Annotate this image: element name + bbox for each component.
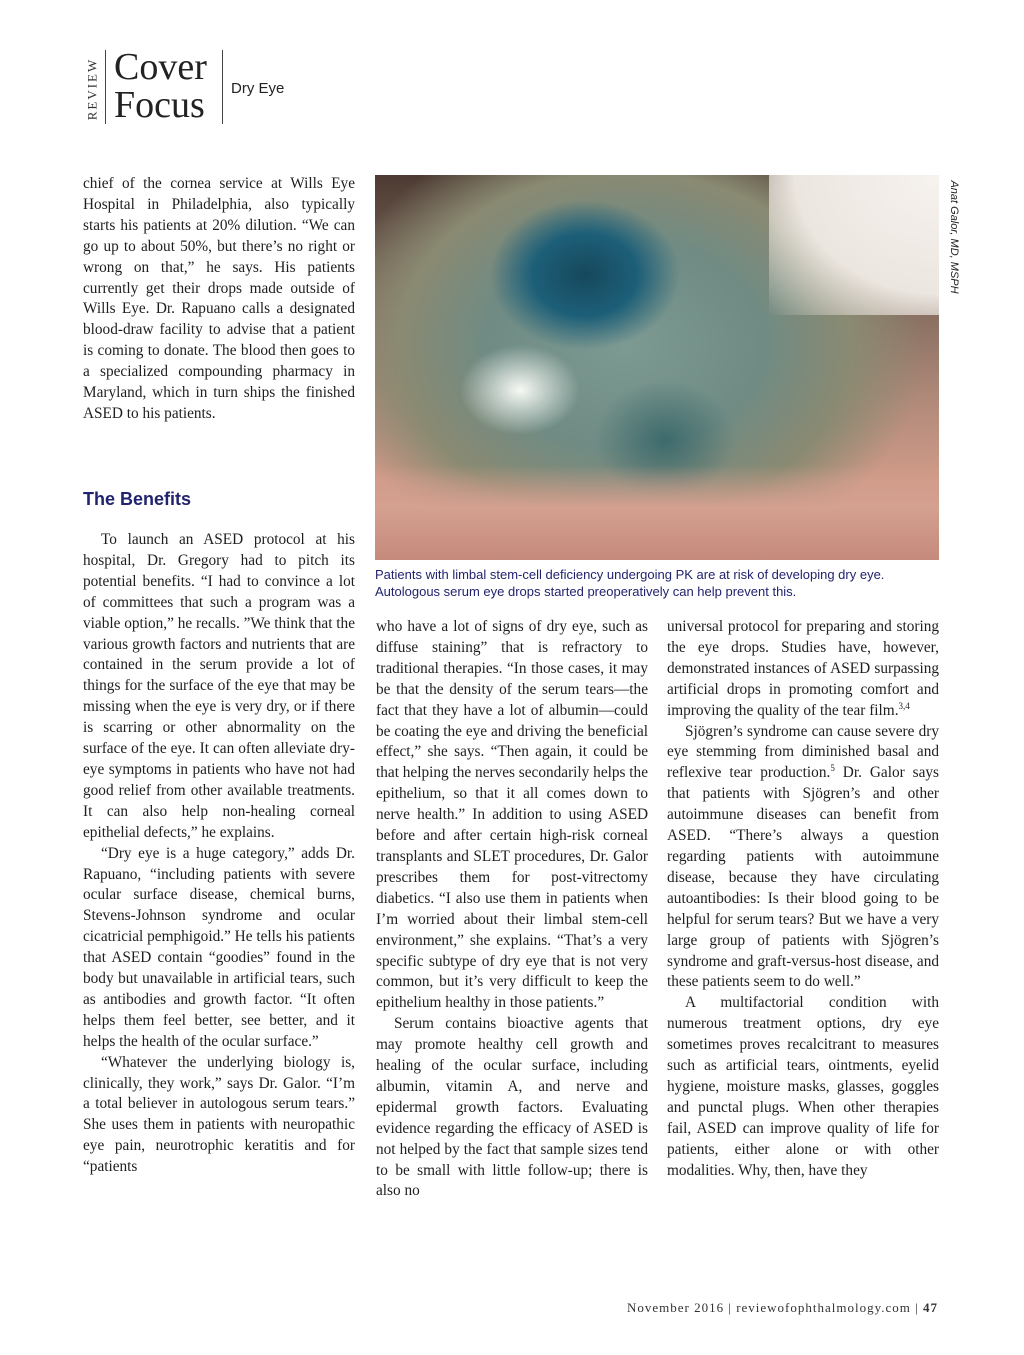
review-vertical-label <box>82 52 102 126</box>
paragraph-text: Dr. Galor says that patients with Sjögren’s and other autoimmune diseases can benefit from ASED. “There’s always a question regarding patients with autoimmune disease, because they have circulating autoantibodies: Is their blood going to be helpful for serum tears? But we have a very large group of patients with Sjögren’s syndrome and graft-versus-host disease, and these patients seem to do well.” <box>667 764 939 991</box>
right-column <box>667 617 939 1181</box>
paragraph-text: Sjögren’s syndrome can cause severe dry eye stemming from diminished basal and reflexive tear production. <box>667 722 939 782</box>
review-label-text: REVIEW <box>84 57 100 121</box>
reference-superscript: 5 <box>830 763 835 774</box>
footer-separator: | <box>724 1300 737 1315</box>
paragraph: who have a lot of signs of dry eye, such as diffuse staining” that is refractory to traditional therapies. “In those cases, it may be that the density of the serum tears—the fact that they have a lot of albumin—could be coating the eye and driving the beneficial effect,” she says. “Then again, it could be that helping the nerves secondarily helps the epithelium, so that it all comes down to nerve health.” In addition to using ASED before and after certain high-risk corneal transplants and SLET procedures, Dr. Galor prescribes them for post-vitrectomy diabetics. “I also use them in patients when I’m worried about their limbal stem-cell environment,” she explains. “That’s a very specific subtype of dry eye that is not very common, but it’s very difficult to keep the epithelium healthy in those patients.” <box>376 618 648 1012</box>
page-number: 47 <box>923 1300 938 1315</box>
header-divider <box>222 50 223 124</box>
paragraph: chief of the cornea service at Wills Eye Hospital in Philadelphia, also typically starts his patients at 20% dilution. “We can go up to about 50%, but there’s no right or wrong on that,” he says. His patients currently get their drops made outside of Wills Eye. Dr. Rapuano calls a designated blood-draw facility to advise that a patient is coming to donate. The blood then goes to a specialized compounding pharmacy in Maryland, which in turn ships the finished ASED to his patients. <box>83 175 355 422</box>
figure-caption: Patients with limbal stem-cell deficiency undergoing PK are at risk of developing dry eye. Autologous serum eye drops started preoperatively can help prevent this. <box>375 567 885 599</box>
photo-eyelid-region <box>375 465 939 560</box>
section-title-focus: Focus <box>114 84 205 126</box>
paragraph <box>667 722 939 994</box>
issue-date: November 2016 <box>626 1300 725 1315</box>
website-link[interactable]: reviewofophthalmology.com <box>736 1300 911 1315</box>
paragraph: A multifactorial condition with numerous treatment options, dry eye sometimes proves recalcitrant to measures such as artificial tears, ointments, eyelid hygiene, moisture masks, glasses, goggles and punctal plugs. When other therapies fail, ASED can improve quality of life for patients, either alone or with other modalities. Why, then, have they <box>667 994 939 1179</box>
section-title-cover: Cover <box>114 46 207 88</box>
topic-label: Dry Eye <box>231 80 285 97</box>
reference-superscript: 3,4 <box>898 700 910 711</box>
paragraph-text: universal protocol for preparing and storing the eye drops. Studies have, however, demonstrated instances of ASED surpassing artificial drops in promoting comfort and improving the quality of the tear film. <box>667 618 939 719</box>
section-heading: The Benefits <box>83 489 192 509</box>
page-footer <box>627 1300 938 1316</box>
photo-credit: Anat Galor, MD, MSPH <box>948 180 960 294</box>
eye-photograph <box>375 175 939 560</box>
left-column-top <box>83 174 355 425</box>
paragraph: “Whatever the underlying biology is, clinically, they work,” says Dr. Galor. “I’m a total believer in autologous serum tears.” She uses them in patients with neuropathic eye pain, neurotrophic keratitis and for “patients <box>83 1053 355 1176</box>
middle-column <box>376 617 648 1202</box>
paragraph <box>667 617 939 722</box>
photo-sclera-region <box>769 175 939 315</box>
header-divider <box>105 50 106 124</box>
left-column-body <box>83 530 355 1178</box>
footer-separator: | <box>910 1300 923 1315</box>
paragraph: “Dry eye is a huge category,” adds Dr. Rapuano, “including patients with severe ocular surface disease, chemical burns, Stevens-Johnson syndrome and ocular cicatricial pemphigoid.” He tells his patients that ASED contain “goodies” found in the body but unavailable in artificial tears, such as antibodies and growth factor. “It often helps them feel better, see better, and it helps the health of the ocular surface.” <box>83 844 355 1050</box>
paragraph: Serum contains bioactive agents that may promote healthy cell growth and healing of the ocular surface, including albumin, vitamin A, and nerve and epidermal growth factors. Evaluating evidence regarding the efficacy of ASED is not helped by the fact that sample sizes tend to be small with little follow-up; there is also no <box>376 1015 648 1200</box>
paragraph: To launch an ASED protocol at his hospital, Dr. Gregory had to pitch its potential benefits. “I had to convince a lot of committees that such a program was a viable option,” he recalls. ”We think that the various growth factors and nutrients that are contained in the serum provide a lot of things for the surface of the eye that may be missing when the eye is very dry, or if there is scarring or other abnormality on the surface of the eye. It can often alleviate dry-eye symptoms in patients who have not had good relief from other available treatments. It can also help non-healing corneal epithelial defects,” he explains. <box>83 531 355 841</box>
